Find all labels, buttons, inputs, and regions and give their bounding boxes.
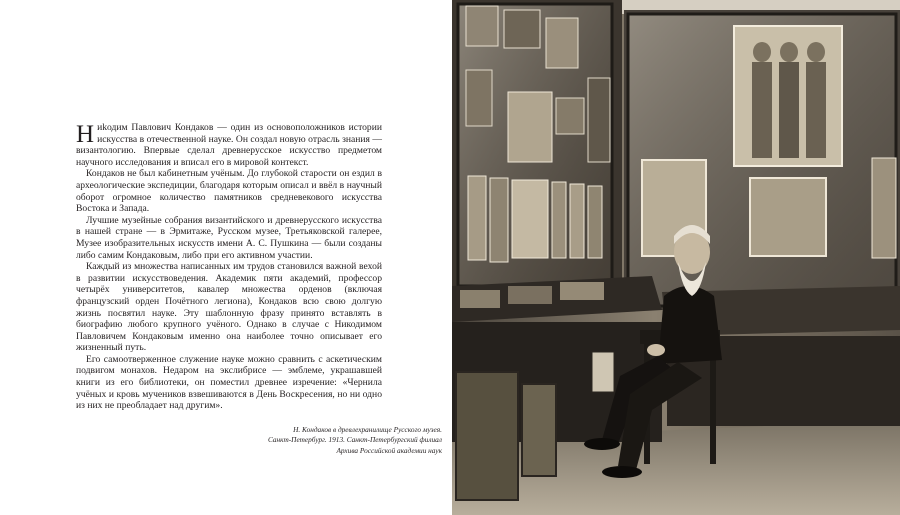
caption-line-3: Архива Российской академии наук — [336, 445, 442, 455]
paragraph-2: Кондаков не был кабинетным учёным. До глубокой старости он ездил в археологические экспедиции, благодаря которым описал и ввёл в научный оборот огромное количество памятников средневекового искусства Востока и Запада. — [76, 168, 382, 215]
photo-illustration — [452, 0, 900, 515]
caption-line-1: Н. Кондаков в древлехранилище Русского музея. — [293, 425, 442, 434]
paragraph-5: Его самоотверженное служение науке можно сравнить с аскетическим подвигом монахов. Недаром на экслибрисе — эмблеме, украшавшей книги из его библиотеки, он поместил древнее изречение: «Чернила учёных и кровь мучеников взвешиваются в День Воскресения, но ни одно из них не преобладает над другим». — [76, 353, 382, 412]
paragraph-1-text: иkодим Павлович Кондаков — один из основоположников истории искусства в отечественной науке. Он создал новую отрасль знания — византологию. Впервые сделал древнерусское искусство предметом научного исследования и вписал его в мировой контекст. — [76, 122, 382, 168]
paragraph-4: Каждый из множества написанных им трудов становился важной вехой в развитии искусствоведения. Академик пяти академий, профессор четырёх университетов, кавалер множества орденов (включая французский орден Почётного легиона), Кондаков всю свою долгую жизнь посвятил науке. Эту шаблонную фразу принято вставлять в биографию любого крупного учёного. Однако в случае с Никодимом Павловичем Кондаковым именно она наиболее точно описывает его жизненный путь. — [76, 261, 382, 354]
right-icon-cabinet — [624, 10, 900, 310]
caption-line-2: Санкт-Петербург. 1913. Санкт-Петербургский филиал — [267, 435, 442, 445]
paragraph-1 — [76, 122, 382, 168]
left-icon-cabinet — [452, 0, 622, 290]
archival-photograph — [452, 0, 900, 515]
photo-caption — [150, 425, 442, 456]
drop-cap: Н — [76, 121, 95, 148]
body-text — [76, 122, 382, 412]
paragraph-3: Лучшие музейные собрания византийского и древнерусского искусства в нашей стране — в Эрмитаже, Русском музее, Третьяковской галерее, Музее изобразительных искусств имени А. С. Пушкина — были созданы либо самим Кондаковым, либо при его активном участии. — [76, 214, 382, 261]
